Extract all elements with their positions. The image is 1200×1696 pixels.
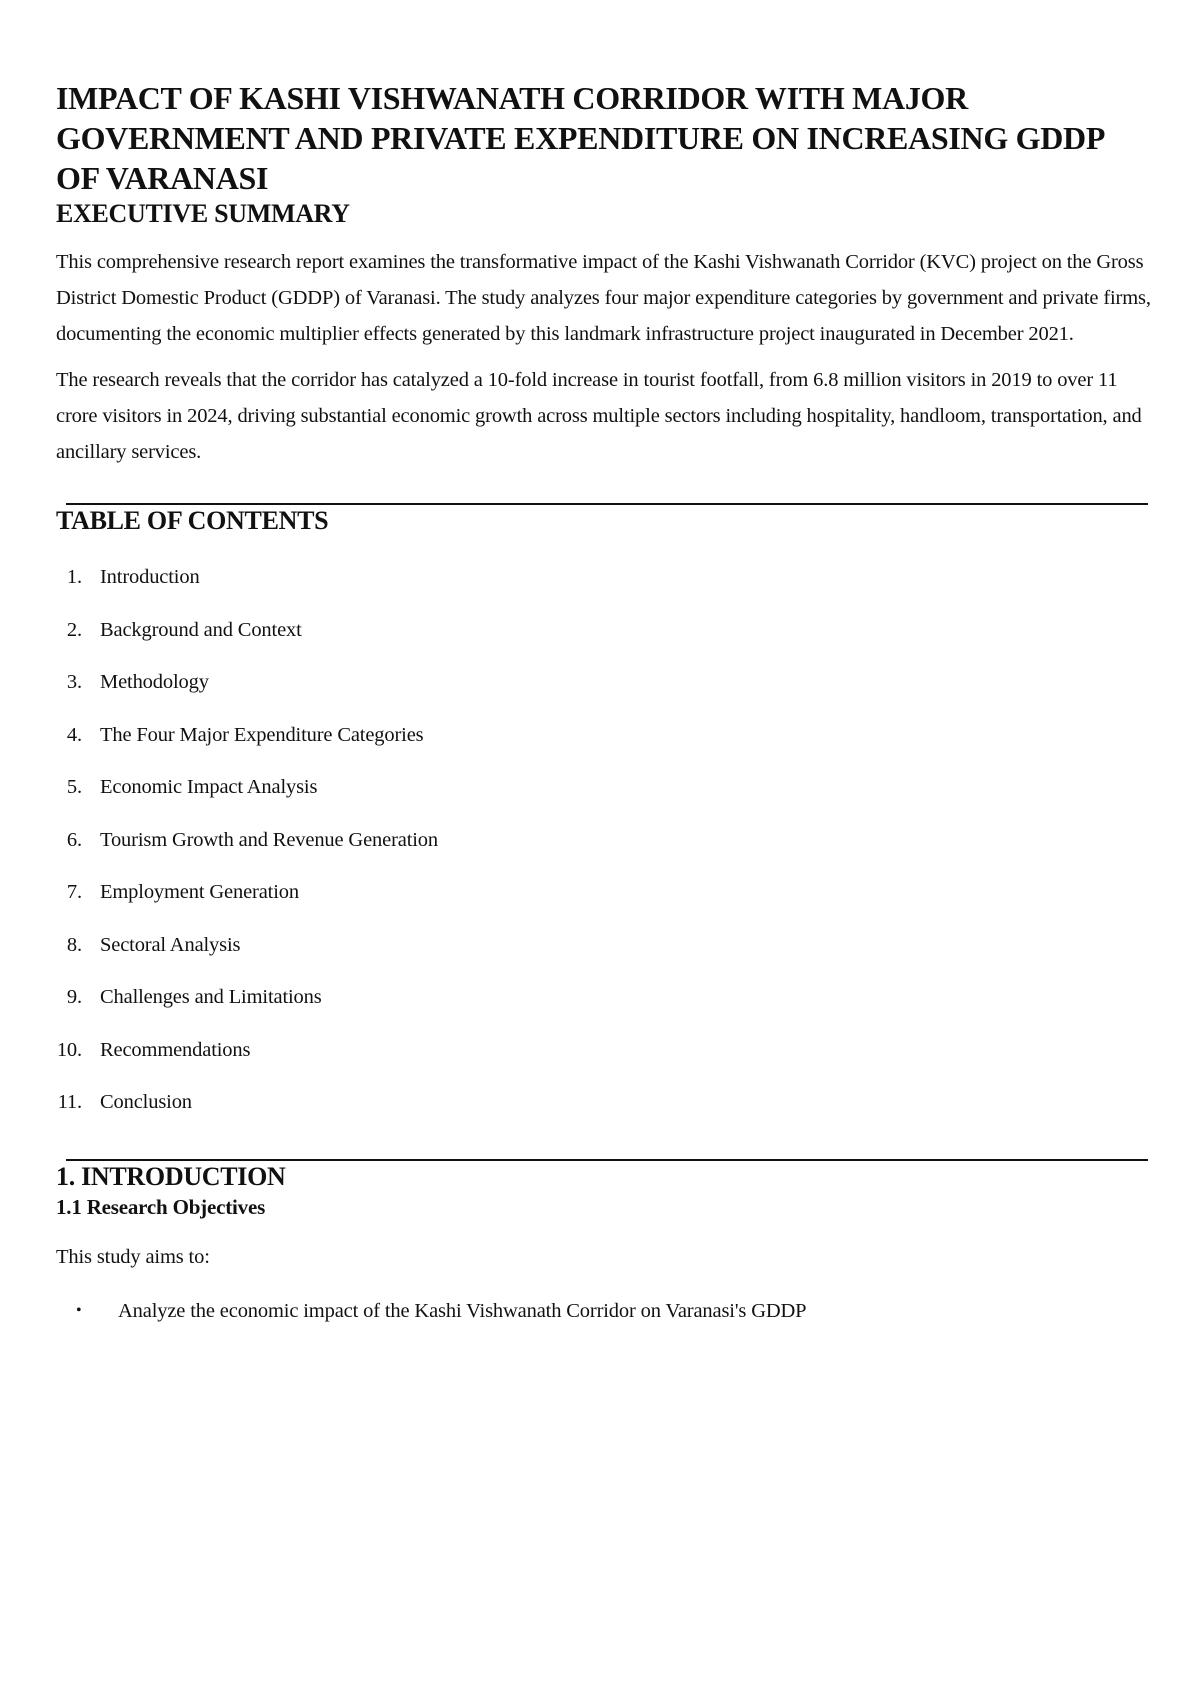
toc-item-number: 7. xyxy=(66,881,82,903)
toc-item xyxy=(56,971,1152,1024)
toc-item-number: 5. xyxy=(66,776,82,798)
study-aims-text: This study aims to: xyxy=(56,1245,210,1268)
toc-item-label: Employment Generation xyxy=(100,881,299,903)
toc-item-number: 4. xyxy=(66,723,82,746)
objective-text: Analyze the economic impact of the Kashi Vishwanath Corridor on Varanasi's GDDP xyxy=(118,1299,807,1322)
executive-summary-heading: EXECUTIVE SUMMARY xyxy=(56,199,350,228)
toc-item xyxy=(56,1076,1152,1129)
toc-item-number: 3. xyxy=(66,671,82,693)
toc-item-label: Tourism Growth and Revenue Generation xyxy=(100,828,439,851)
toc-item-label: Background and Context xyxy=(100,618,302,641)
document-title: IMPACT OF KASHI VISHWANATH CORRIDOR WITH MAJOR GOVERNMENT AND PRIVATE EXPENDITURE ON INCREASING GDDP OF VARANASI xyxy=(56,80,1104,196)
introduction-heading: 1. INTRODUCTION xyxy=(56,1161,286,1191)
toc-item xyxy=(56,709,1152,762)
bullet-icon: • xyxy=(76,1301,82,1319)
toc-item-number: 11. xyxy=(57,1091,82,1113)
toc-item xyxy=(56,919,1152,972)
toc-item xyxy=(56,814,1152,867)
toc-item-label: Recommendations xyxy=(100,1038,251,1061)
toc-item-label: The Four Major Expenditure Categories xyxy=(100,723,424,746)
toc-item-number: 8. xyxy=(66,933,82,956)
toc-item-number: 10. xyxy=(56,1038,82,1061)
toc-item-label: Sectoral Analysis xyxy=(100,933,241,956)
objectives-list xyxy=(56,1293,1152,1329)
research-objectives-heading: 1.1 Research Objectives xyxy=(56,1194,266,1219)
toc-item xyxy=(56,604,1152,657)
toc-item-label: Conclusion xyxy=(100,1091,192,1113)
toc-item-number: 9. xyxy=(66,986,82,1008)
toc-item xyxy=(56,1024,1152,1077)
table-of-contents-heading: TABLE OF CONTENTS xyxy=(56,506,329,535)
toc-item-number: 1. xyxy=(66,566,82,588)
toc-item xyxy=(56,551,1152,604)
toc-item-label: Methodology xyxy=(100,671,209,693)
table-of-contents-list xyxy=(56,551,1152,1129)
toc-item-label: Economic Impact Analysis xyxy=(100,776,318,798)
toc-item xyxy=(56,761,1152,814)
list-item xyxy=(56,1293,1152,1329)
toc-item-number: 2. xyxy=(66,618,82,641)
executive-summary-paragraph-1: This comprehensive research report examines the transformative impact of the Kashi Vishwanath Corridor (KVC) project on the Gross District Domestic Product (GDDP) of Varanasi. The study analyzes four major expenditure categories by government and private firms, documenting the economic multiplier effects generated by this landmark infrastructure project inaugurated in December 2021. xyxy=(56,251,1151,345)
toc-item xyxy=(56,656,1152,709)
toc-item xyxy=(56,866,1152,919)
toc-item-label: Challenges and Limitations xyxy=(100,986,322,1008)
toc-item-number: 6. xyxy=(66,828,82,851)
executive-summary-paragraph-2: The research reveals that the corridor has catalyzed a 10-fold increase in tourist footfall, from 6.8 million visitors in 2019 to over 11 crore visitors in 2024, driving substantial economic growth across multiple sectors including hospitality, handloom, transportation, and ancillary services. xyxy=(56,369,1142,463)
toc-item-label: Introduction xyxy=(100,566,200,588)
